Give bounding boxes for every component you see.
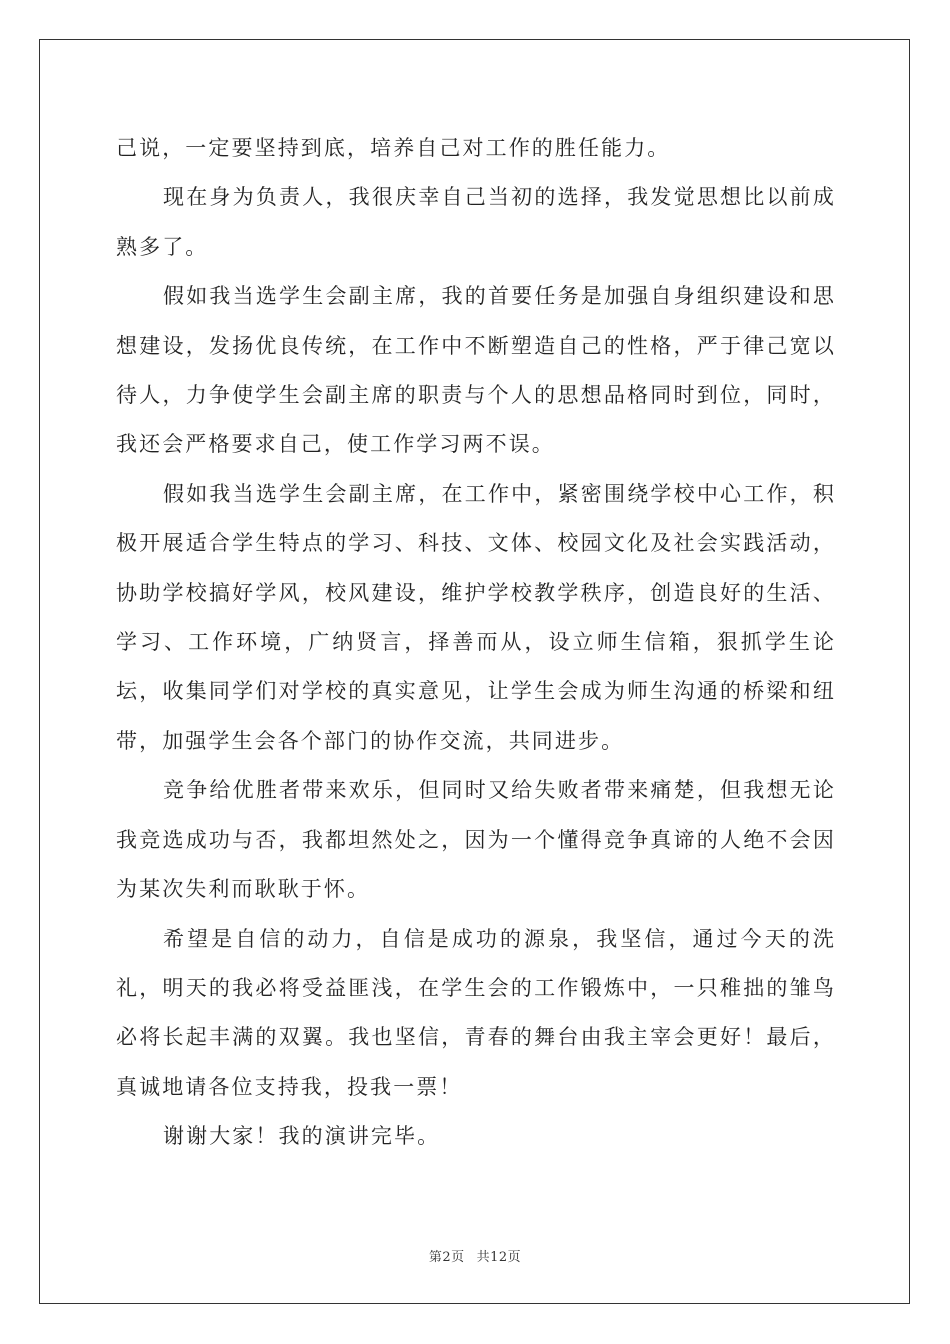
page-number: 第2页 (428, 1250, 465, 1265)
paragraph-7: 谢谢大家！我的演讲完毕。 (163, 1124, 441, 1149)
page-footer (0, 1246, 950, 1265)
page-total: 共12页 (476, 1250, 522, 1265)
paragraph-5: 竞争给优胜者带来欢乐，但同时又给失败者带来痛楚，但我想无论我竞选成功与否，我都坦然处之，因为一个懂得竞争真谛的人绝不会因为某次失利而耿耿于怀。 (116, 778, 836, 902)
paragraph-4: 假如我当选学生会副主席，在工作中，紧密围绕学校中心工作，积极开展适合学生特点的学习、科技、文体、校园文化及社会实践活动，协助学校搞好学风，校风建设，维护学校教学秩序，创造良好的生活、学习、工作环境，广纳贤言，择善而从，设立师生信箱，狠抓学生论坛，收集同学们对学校的真实意见，让学生会成为师生沟通的桥梁和纽带，加强学生会各个部门的协作交流，共同进步。 (116, 481, 836, 753)
document-body (116, 124, 836, 1162)
paragraph-1: 己说，一定要坚持到底，培养自己对工作的胜任能力。 (116, 136, 671, 160)
paragraph-3: 假如我当选学生会副主席，我的首要任务是加强自身组织建设和思想建设，发扬优良传统，在工作中不断塑造自己的性格，严于律己宽以待人，力争使学生会副主席的职责与个人的思想品格同时到位，同时，我还会严格要求自己，使工作学习两不误。 (116, 284, 836, 457)
paragraph-6: 希望是自信的动力，自信是成功的源泉，我坚信，通过今天的洗礼，明天的我必将受益匪浅，在学生会的工作锻炼中，一只稚拙的雏鸟必将长起丰满的双翼。我也坚信，青春的舞台由我主宰会更好！最后，真诚地请各位支持我，投我一票！ (116, 926, 836, 1099)
paragraph-2: 现在身为负责人，我很庆幸自己当初的选择，我发觉思想比以前成熟多了。 (116, 185, 836, 259)
